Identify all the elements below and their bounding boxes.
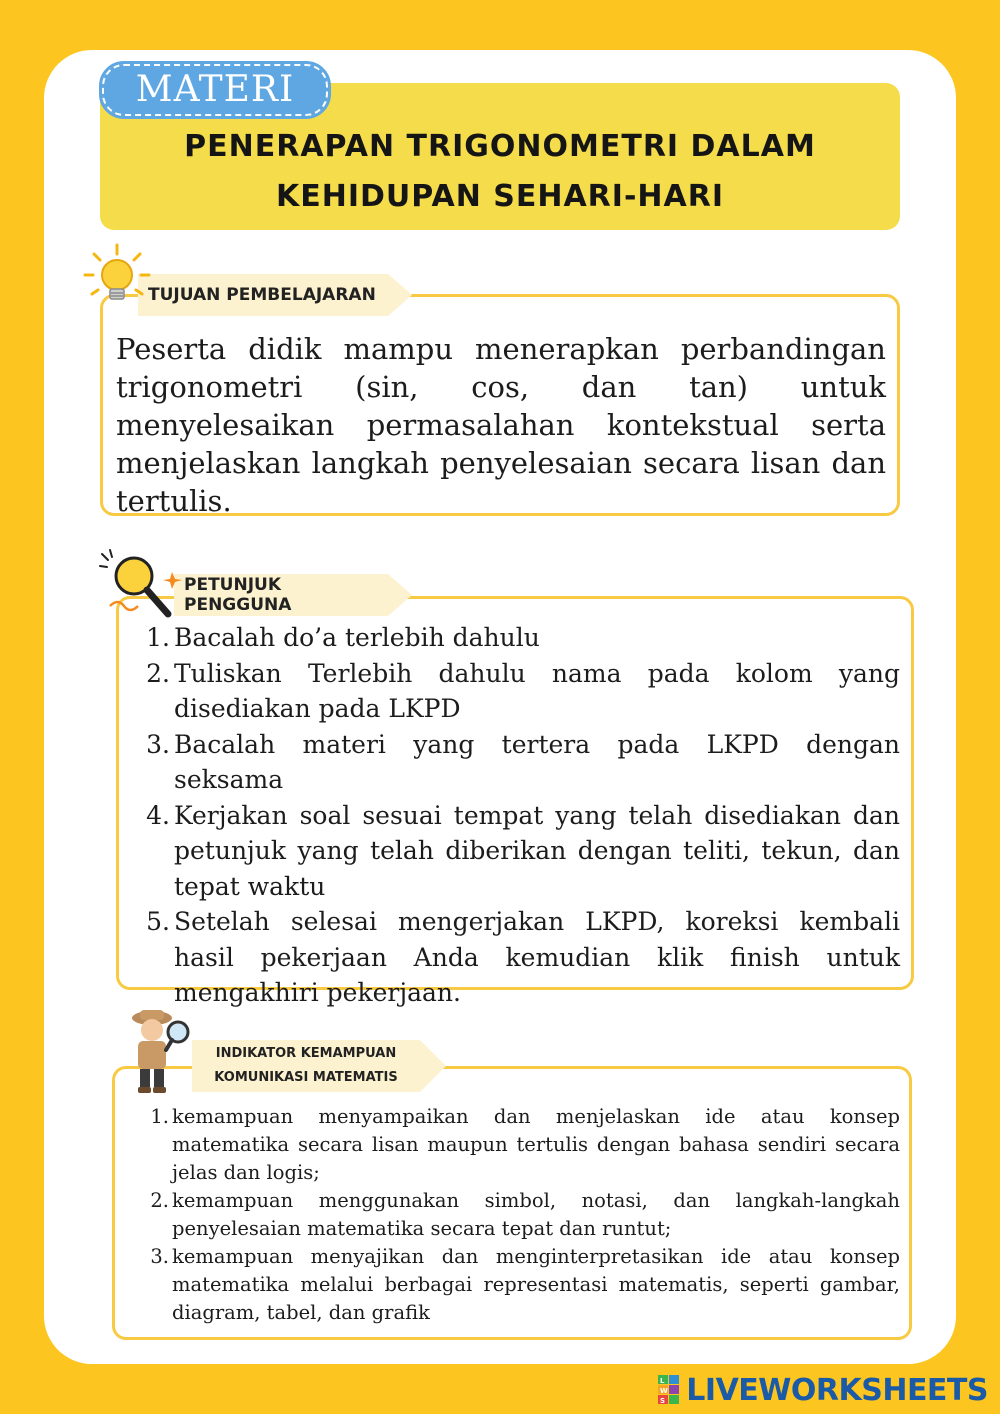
list-item: 4. Kerjakan soal sesuai tempat yang telah disediakan dan petunjuk yang telah diberikan dengan teliti, tekun, dan tepat waktu: [146, 800, 900, 901]
svg-text:S: S: [660, 1397, 666, 1405]
liveworksheets-logo[interactable]: [658, 1370, 988, 1410]
materi-badge: MATERI: [102, 64, 328, 116]
list-item: 1. kemampuan menyampaikan dan menjelaskan ide atau konsep matematika secara lisan maupun tertulis dengan bahasa sendiri secara jelas dan logis;: [150, 1105, 900, 1184]
svg-text:W: W: [660, 1387, 669, 1395]
list-item: 2. Tuliskan Terlebih dahulu nama pada kolom yang disediakan pada LKPD: [146, 658, 900, 723]
indicator-list: [140, 1103, 900, 1327]
user-guide-list: [128, 620, 900, 1011]
liveworksheets-logo-icon: [658, 1375, 680, 1405]
list-item: 3. Bacalah materi yang tertera pada LKPD dengan seksama: [146, 729, 900, 794]
learning-objective-label: TUJUAN PEMBELAJARAN: [148, 285, 376, 305]
liveworksheets-brand: LIVEWORKSHEETS: [686, 1372, 988, 1408]
user-guide-label: PETUNJUK PENGGUNA: [184, 575, 292, 615]
lightbulb-icon: [82, 242, 152, 317]
indicator-tab: [192, 1040, 420, 1092]
indicator-label-line2: KOMUNIKASI MATEMATIS: [214, 1070, 398, 1085]
user-guide-tab: [174, 574, 388, 616]
indicator-label-line1: INDIKATOR KEMAMPUAN: [215, 1046, 397, 1061]
list-item: 5. Setelah selesai mengerjakan LKPD, koreksi kembali hasil pekerjaan Anda kemudian klik finish untuk mengakhiri pekerjaan.: [146, 907, 900, 1007]
learning-objective-text: Peserta didik mampu menerapkan perbandingan trigonometri (sin, cos, dan tan) untuk menyelesaikan permasalahan kontekstual serta menjelaskan langkah penyelesaian secara lisan dan tertulis.: [116, 332, 886, 518]
magnifier-icon: [98, 548, 188, 628]
detective-icon: [122, 1004, 192, 1096]
list-item: 2. kemampuan menggunakan simbol, notasi, dan langkah-langkah penyelesaian matematika secara tepat dan runtut;: [150, 1189, 900, 1240]
svg-text:L: L: [660, 1377, 665, 1385]
page-title: PENERAPAN TRIGONOMETRI DALAM KEHIDUPAN SEHARI-HARI: [184, 129, 816, 214]
learning-objective-tab: [138, 274, 388, 316]
list-item: 1. Bacalah do’a terlebih dahulu: [146, 623, 540, 652]
list-item: 3. kemampuan menyajikan dan menginterpretasikan ide atau konsep matematika melalui berbagai representasi matematis, seperti gambar, diagram, tabel, dan grafik: [150, 1245, 900, 1324]
